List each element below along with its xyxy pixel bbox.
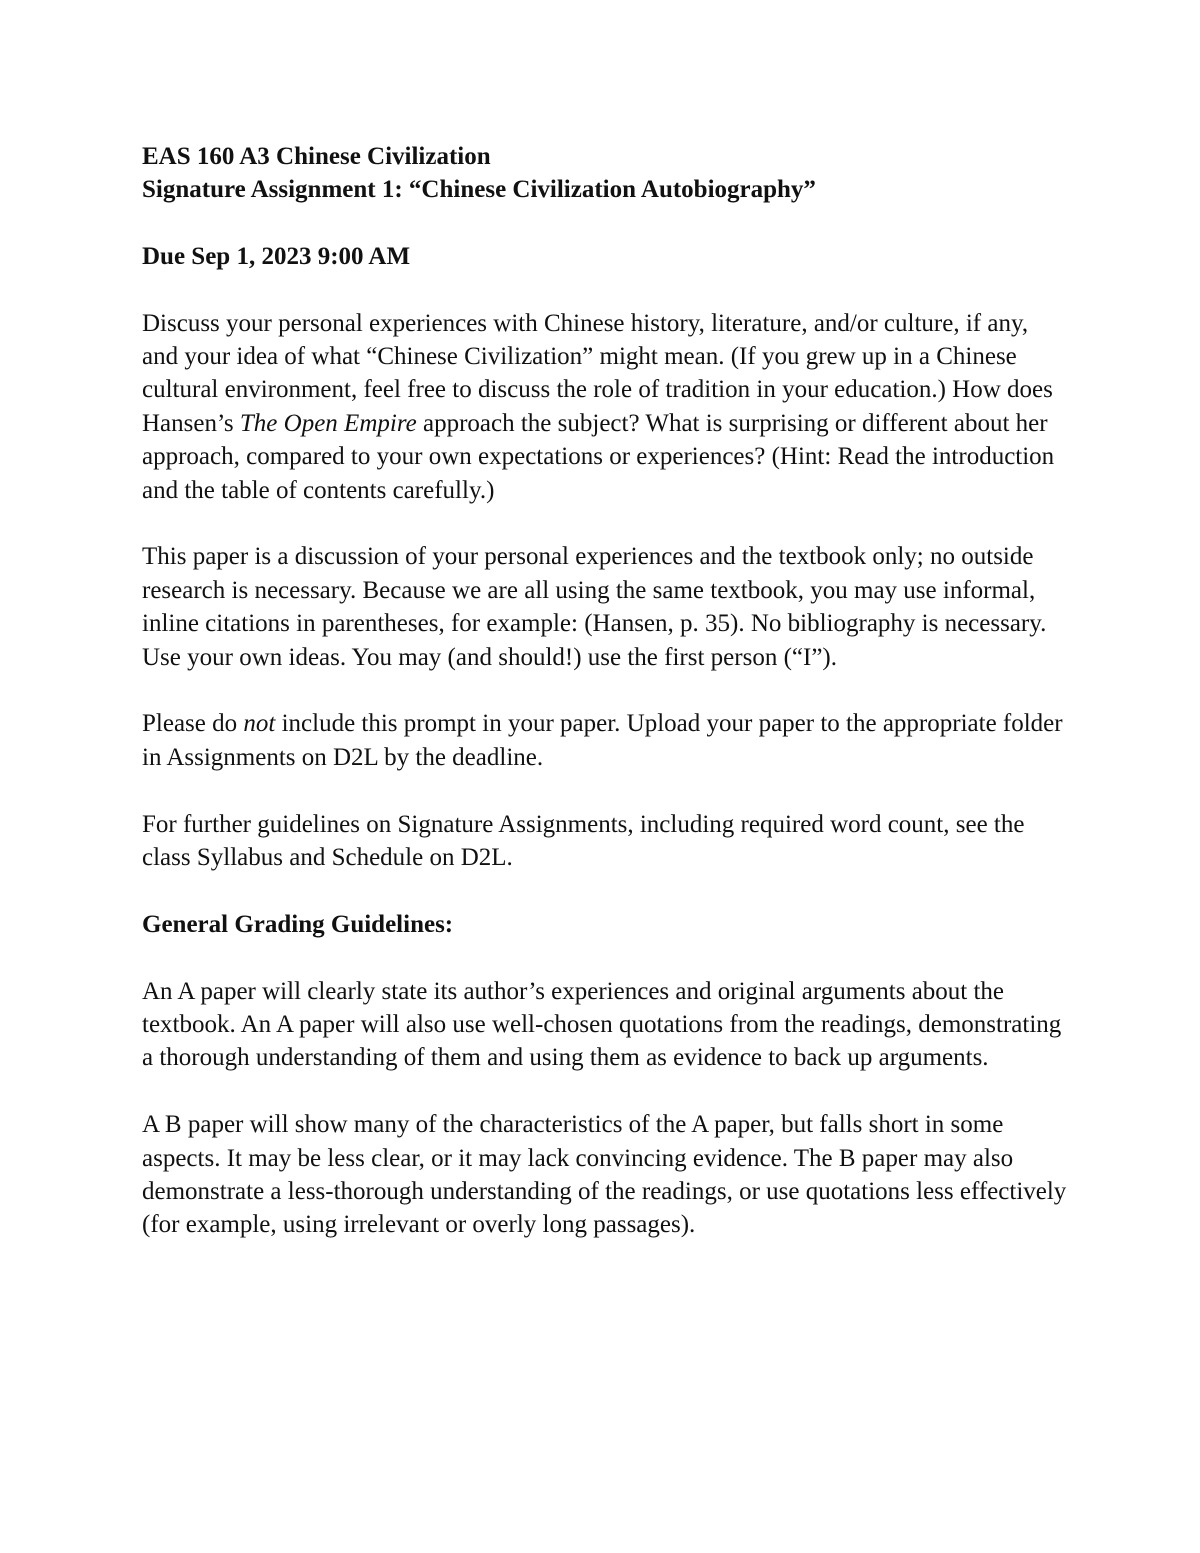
document-body xyxy=(142,140,1067,1242)
course-title: EAS 160 A3 Chinese Civilization xyxy=(142,143,491,170)
a-paper-paragraph: An A paper will clearly state its author’s experiences and original arguments about the textbook. An A paper will also use well-chosen quotations from the readings, demonstrating a thorough understanding of them and using them as evidence to back up arguments. xyxy=(142,977,1062,1072)
emphasis-not: not xyxy=(243,710,276,738)
upload-text-part-1: Please do xyxy=(142,710,244,738)
prompt-text-part-1: Discuss your personal experiences with Chinese history, literature, and/or culture, if any, and your idea of what “Chinese Civilization” might mean. (If you grew up in a Chinese cultural environment, feel free to discuss the role of tradition in your education.) How does Hansen’s xyxy=(142,309,1053,437)
guidelines-paragraph: For further guidelines on Signature Assignments, including required word count, see the class Syllabus and Schedule on D2L. xyxy=(142,810,1025,872)
citation-paragraph: This paper is a discussion of your personal experiences and the textbook only; no outside research is necessary. Because we are all using the same textbook, you may use informal, inline citations in parentheses, for example: (Hansen, p. 35). No bibliography is necessary. Use your own ideas. You may (and should!) use the first person (“I”). xyxy=(142,543,1047,671)
b-paper-paragraph: A B paper will show many of the characteristics of the A paper, but falls short in some aspects. It may be less clear, or it may lack convincing evidence. The B paper may also demonstrate a less-thorough understanding of the readings, or use quotations less effectively (for example, using irrelevant or overly long passages). xyxy=(142,1111,1067,1239)
grading-heading: General Grading Guidelines: xyxy=(142,910,454,938)
book-title: The Open Empire xyxy=(239,409,417,437)
prompt-text-part-2: approach the subject? What is surprising or different about her approach, compared to your own expectations or experiences? (Hint: Read the introduction and the table of contents carefully.) xyxy=(142,409,1055,504)
upload-text-part-2: include this prompt in your paper. Upload your paper to the appropriate folder in Assignments on D2L by the deadline. xyxy=(142,710,1063,771)
upload-paragraph xyxy=(142,707,1067,774)
prompt-paragraph xyxy=(142,307,1067,507)
assignment-title: Signature Assignment 1: “Chinese Civilization Autobiography” xyxy=(142,176,816,204)
due-date: Due Sep 1, 2023 9:00 AM xyxy=(142,242,411,270)
